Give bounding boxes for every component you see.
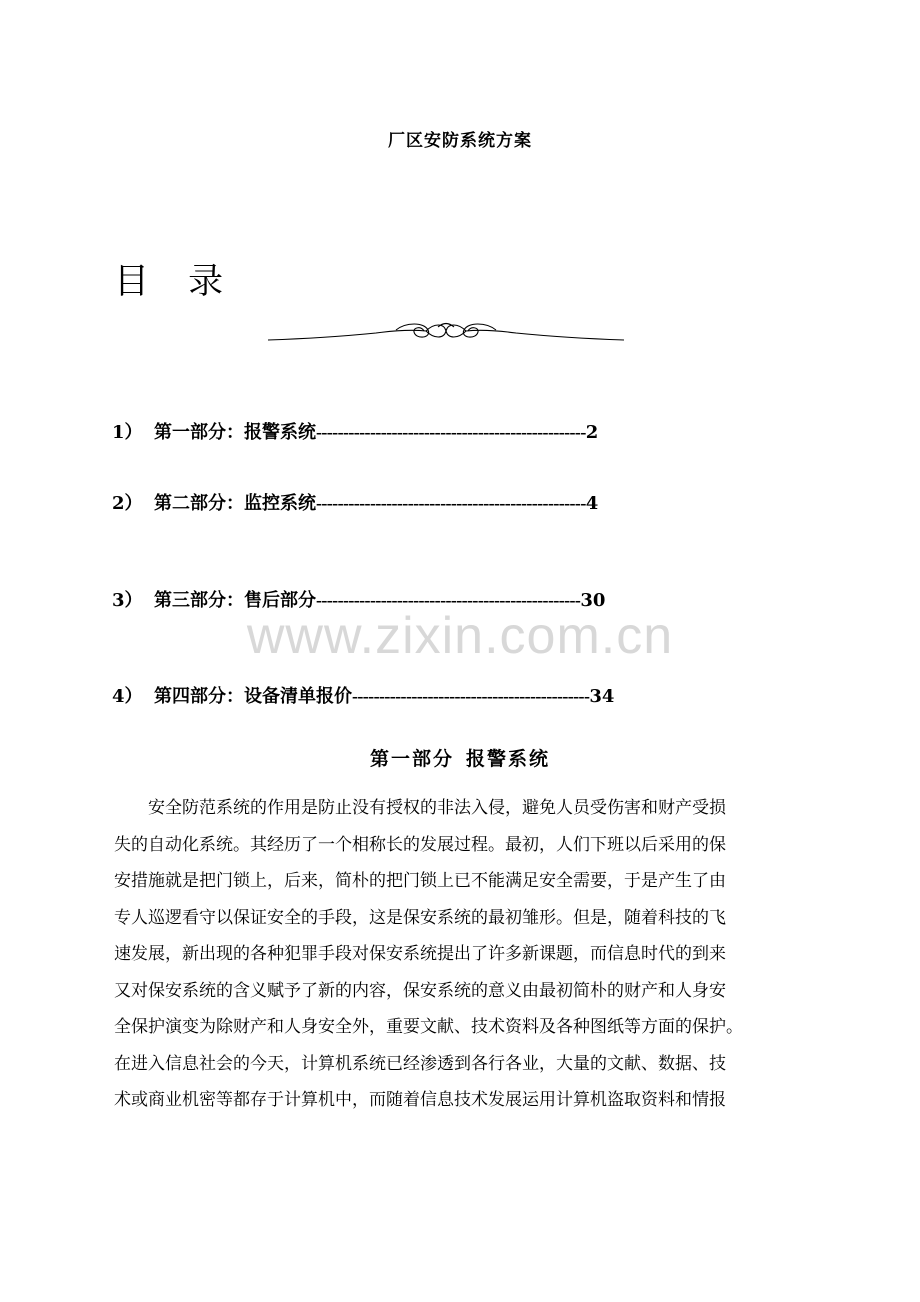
document-title: 厂区安防系统方案 xyxy=(388,131,532,151)
toc-number: 4） xyxy=(112,686,143,707)
body-paragraph xyxy=(114,790,782,1119)
toc-title: 第三部分：售后部分 xyxy=(154,590,316,611)
toc-leader: -------------------------------------------- xyxy=(352,686,590,706)
toc-page: 34 xyxy=(589,686,615,707)
body-line: 安措施就是把门锁上，后来，简朴的把门锁上已不能满足安全需要，于是产生了由 xyxy=(114,871,726,891)
toc-leader: -------------------------------------------------- xyxy=(316,493,586,513)
section-name: 报警系统 xyxy=(466,748,551,770)
toc-page: 30 xyxy=(580,590,606,611)
watermark: www.zixin.com.cn xyxy=(246,607,674,665)
body-line: 术或商业机密等都存于计算机中，而随着信息技术发展运用计算机盗取资料和情报 xyxy=(114,1090,726,1110)
toc-item-2 xyxy=(112,489,598,515)
toc-leader: ------------------------------------------------- xyxy=(316,590,581,610)
toc-page: 2 xyxy=(585,422,599,443)
toc-heading: 目 录 xyxy=(114,262,238,302)
ornament-divider-icon xyxy=(266,318,626,346)
body-line: 在进入信息社会的今天，计算机系统已经渗透到各行各业，大量的文献、数据、技 xyxy=(114,1053,726,1074)
section-heading xyxy=(0,744,920,771)
toc-title: 第四部分：设备清单报价 xyxy=(154,686,352,707)
body-line: 专人巡逻看守以保证安全的手段，这是保安系统的最初雏形。但是，随着科技的飞 xyxy=(114,907,726,928)
section-part: 第一部分 xyxy=(369,748,454,770)
toc-leader: -------------------------------------------------- xyxy=(316,422,586,442)
toc-number: 3） xyxy=(112,590,143,611)
body-line: 速发展，新出现的各种犯罪手段对保安系统提出了许多新课题，而信息时代的到来 xyxy=(114,944,726,964)
toc-page: 4 xyxy=(585,493,599,514)
toc-number: 1） xyxy=(112,422,143,443)
toc-title: 第二部分：监控系统 xyxy=(154,493,316,514)
toc-title: 第一部分：报警系统 xyxy=(154,422,316,443)
toc-item-4 xyxy=(112,682,614,708)
body-line: 全保护演变为除财产和人身安全外，重要文献、技术资料及各种图纸等方面的保护。 xyxy=(114,1017,743,1037)
body-line: 失的自动化系统。其经历了一个相称长的发展过程。最初，人们下班以后采用的保 xyxy=(114,834,726,855)
toc-item-1 xyxy=(112,418,598,444)
toc-number: 2） xyxy=(112,493,143,514)
body-line: 安全防范系统的作用是防止没有授权的非法入侵，避免人员受伤害和财产受损 xyxy=(148,798,726,818)
body-line: 又对保安系统的含义赋予了新的内容，保安系统的意义由最初简朴的财产和人身安 xyxy=(114,980,726,1001)
